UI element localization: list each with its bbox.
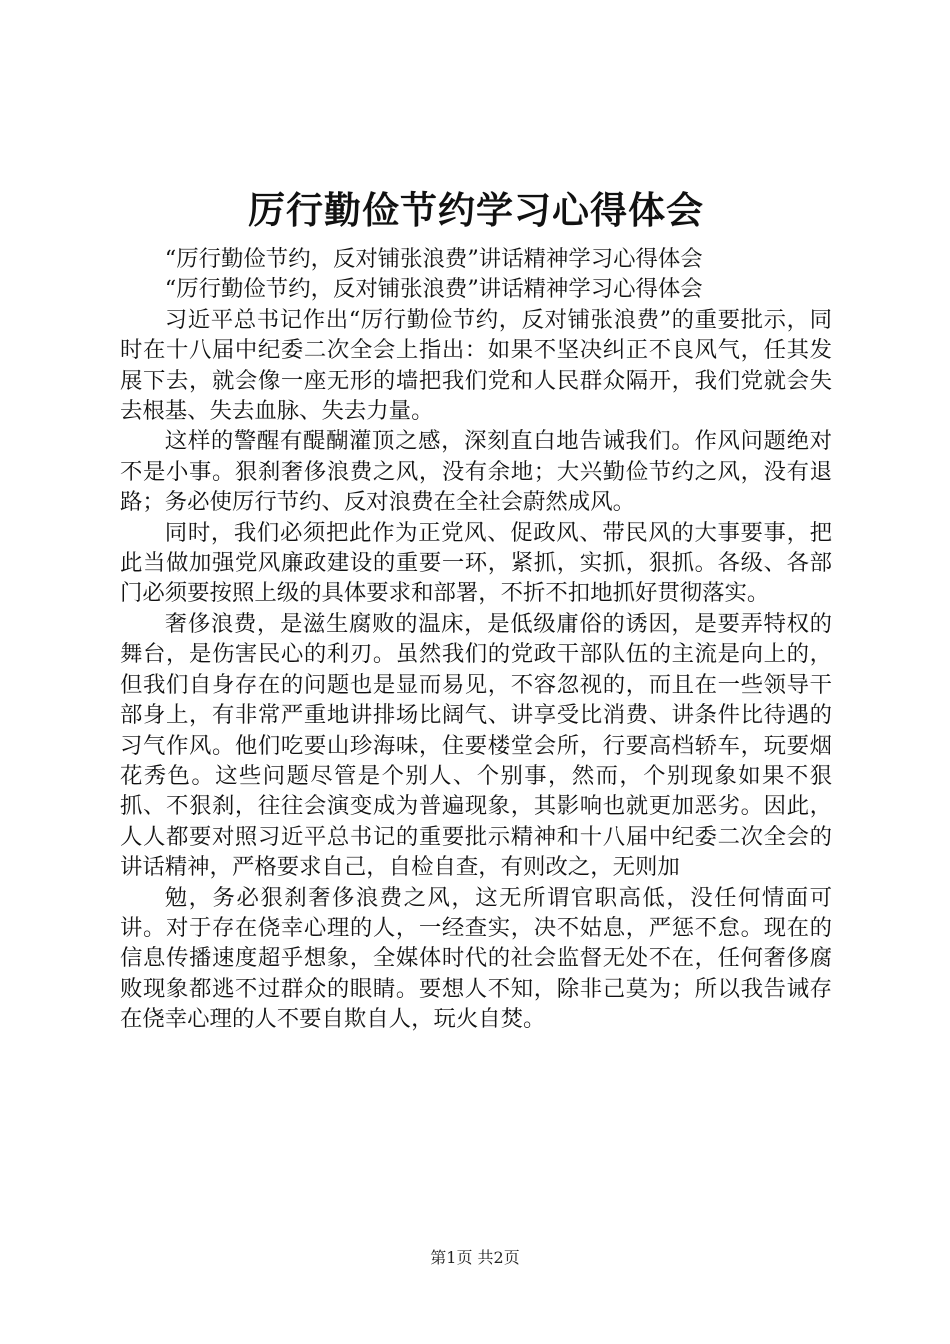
- document-page: [120, 180, 832, 1035]
- page-number: 第1页 共2页: [430, 1248, 520, 1267]
- body-paragraph: 勉，务必狠刹奢侈浪费之风，这无所谓官职高低，没任何情面可讲。对于存在侥幸心理的人，一经查实，决不姑息，严惩不怠。现在的信息传播速度超乎想象，全媒体时代的社会监督无处不在，任何奢侈腐败现象都逃不过群众的眼睛。要想人不知，除非己莫为；所以我告诫存在侥幸心理的人不要自欺自人，玩火自焚。: [120, 884, 832, 1033]
- subtitle-line: “厉行勤俭节约，反对铺张浪费”讲话精神学习心得体会: [164, 246, 703, 272]
- body-paragraph: 习近平总书记作出“厉行勤俭节约，反对铺张浪费”的重要批示，同时在十八届中纪委二次全会上指出：如果不坚决纠正不良风气，任其发展下去，就会像一座无形的墙把我们党和人民群众隔开，我们党就会失去根基、失去血脉、失去力量。: [120, 306, 832, 425]
- body-paragraph: 这样的警醒有醍醐灌顶之感，深刻直白地告诫我们。作风问题绝对不是小事。狠刹奢侈浪费之风，没有余地；大兴勤俭节约之风，没有退路；务必使厉行节约、反对浪费在全社会蔚然成风。: [120, 428, 832, 516]
- document-title: 厉行勤俭节约学习心得体会: [248, 188, 704, 232]
- body-paragraph: 奢侈浪费，是滋生腐败的温床，是低级庸俗的诱因，是要弄特权的舞台，是伤害民心的利刃。虽然我们的党政干部队伍的主流是向上的，但我们自身存在的问题也是显而易见，不容忽视的，而且在一些领导干部身上，有非常严重地讲排场比阔气、讲享受比消费、讲条件比待遇的习气作风。他们吃要山珍海味，住要楼堂会所，行要高档轿车，玩要烟花秀色。这些问题尽管是个别人、个别事，然而，个别现象如果不狠抓、不狠刹，往往会演变成为普遍现象，其影响也就更加恶劣。因此，人人都要对照习近平总书记的重要批示精神和十八届中纪委二次全会的讲话精神，严格要求自己，自检自查，有则改之，无则加: [120, 610, 832, 881]
- body-paragraph: 同时，我们必须把此作为正党风、促政风、带民风的大事要事，把此当做加强党风廉政建设的重要一环，紧抓，实抓，狠抓。各级、各部门必须要按照上级的具体要求和部署，不折不扣地抓好贯彻落实。: [120, 519, 832, 607]
- subtitle-line: “厉行勤俭节约，反对铺张浪费”讲话精神学习心得体会: [164, 276, 703, 303]
